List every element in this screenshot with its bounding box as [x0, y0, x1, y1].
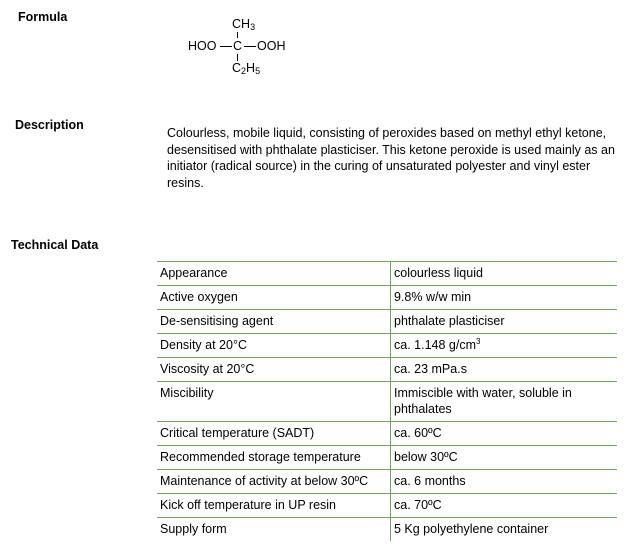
methyl-group: $CH_3$	[232, 17, 256, 32]
description-text: Colourless, mobile liquid, consisting of peroxides based on methyl ethyl ketone, desensitised with phthalate plasticiser. This ketone peroxide is used mainly as an initiator (radical source) in the curing of unsaturated polyester and vinyl ester resins.	[167, 126, 615, 190]
value-cell	[391, 494, 618, 518]
property-cell: Viscosity at 20°C	[157, 358, 391, 382]
table-row	[157, 286, 617, 310]
value-cell	[391, 262, 618, 286]
property-cell: Kick off temperature in UP resin	[157, 494, 391, 518]
table-row	[157, 262, 617, 286]
value-text: ca. 1.148 g/cm	[394, 338, 476, 352]
value-text: ca. 60ºC	[394, 426, 442, 440]
property-cell: Active oxygen	[157, 286, 391, 310]
property-cell: Maintenance of activity at below 30ºC	[157, 470, 391, 494]
value-cell	[391, 470, 618, 494]
table-row	[157, 334, 617, 358]
table-row	[157, 446, 617, 470]
property-cell: Appearance	[157, 262, 391, 286]
central-carbon: C	[233, 39, 243, 53]
property-cell: Critical temperature (SADT)	[157, 422, 391, 446]
property-cell: Recommended storage temperature	[157, 446, 391, 470]
property-cell: Supply form	[157, 518, 391, 542]
value-cell	[391, 518, 618, 542]
table-row	[157, 422, 617, 446]
value-cell	[391, 358, 618, 382]
technical-data-heading: Technical Data	[11, 238, 99, 252]
left-hydroperoxy-group: HOO	[188, 39, 217, 53]
value-text: ca. 70ºC	[394, 498, 442, 512]
chemical-structure-formula	[178, 14, 298, 84]
value-text: ca. 23 mPa.s	[394, 362, 467, 376]
value-text: ca. 6 months	[394, 474, 466, 488]
technical-data-table	[157, 261, 617, 541]
value-text: Immiscible with water, soluble in phthalates	[394, 386, 572, 416]
value-superscript: 3	[476, 337, 481, 346]
table-row	[157, 310, 617, 334]
table-row	[157, 358, 617, 382]
value-text: below 30ºC	[394, 450, 458, 464]
property-cell: Miscibility	[157, 382, 391, 422]
value-cell	[391, 422, 618, 446]
value-text: 5 Kg polyethylene container	[394, 522, 549, 536]
table-row	[157, 470, 617, 494]
property-cell: Density at 20°C	[157, 334, 391, 358]
value-cell	[391, 382, 618, 422]
value-cell	[391, 446, 618, 470]
value-cell	[391, 334, 618, 358]
property-cell: De-sensitising agent	[157, 310, 391, 334]
table-row	[157, 518, 617, 542]
right-hydroperoxy-group: OOH	[257, 39, 286, 53]
value-text: colourless liquid	[394, 266, 483, 280]
bond-top	[237, 32, 238, 38]
value-text: 9.8% w/w min	[394, 290, 472, 304]
ethyl-group: $C_2H_5$	[232, 61, 261, 76]
value-cell	[391, 286, 618, 310]
table-row	[157, 382, 617, 422]
value-text: phthalate plasticiser	[394, 314, 505, 328]
description-heading: Description	[15, 118, 84, 132]
bond-bottom	[237, 54, 238, 61]
formula-heading: Formula	[18, 10, 68, 24]
value-cell	[391, 310, 618, 334]
table-row	[157, 494, 617, 518]
bond-right	[244, 46, 256, 47]
bond-left	[220, 46, 232, 47]
